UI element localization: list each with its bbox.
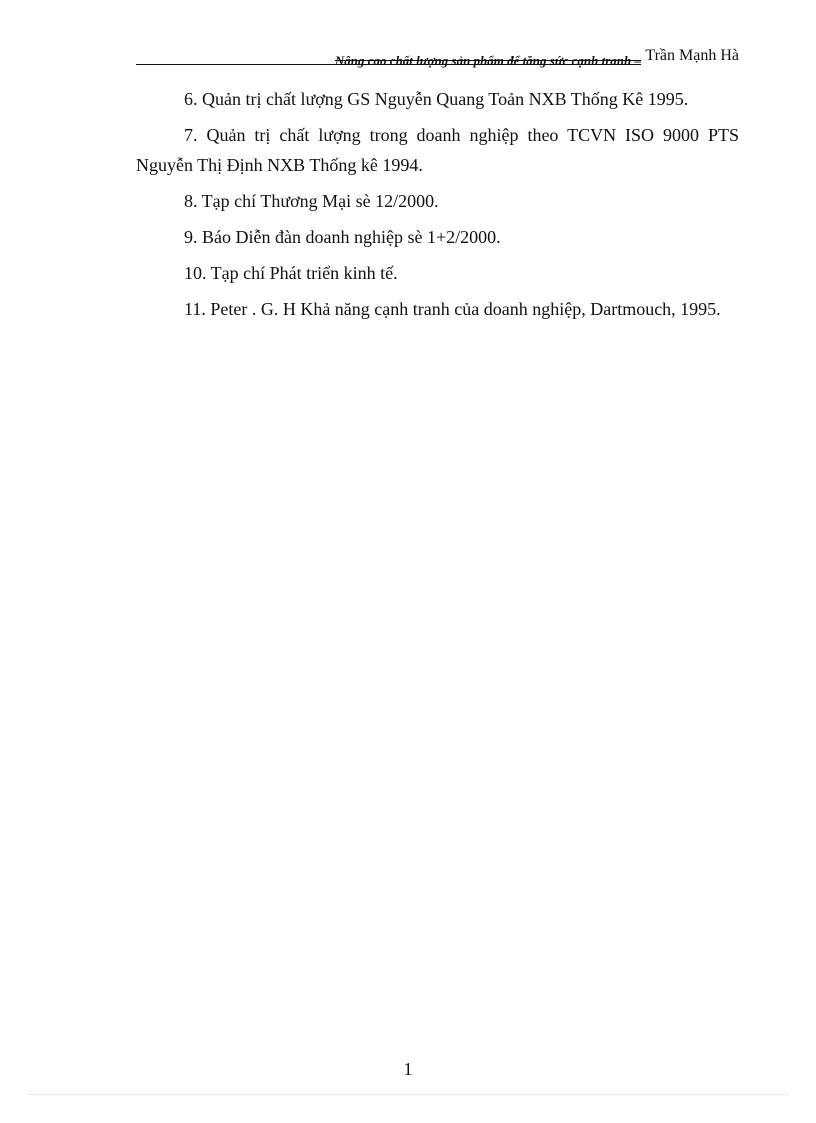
reference-item: 8. Tạp chí Thương Mại sè 12/2000. (184, 191, 439, 211)
header-author: Trần Mạnh Hà (645, 47, 739, 64)
reference-item: 10. Tạp chí Phát triển kinh tế. (184, 263, 398, 283)
page-bottom-edge (28, 1094, 788, 1095)
reference-item: 9. Báo Diễn đàn doanh nghiệp sè 1+2/2000. (184, 227, 501, 247)
header-dash: – (634, 53, 641, 68)
header-title (335, 53, 641, 69)
header-title-text: Nâng cao chất lượng sản phẩm để tăng sức cạnh tranh (334, 53, 632, 68)
reference-list (136, 84, 739, 330)
reference-item: 6. Quản trị chất lượng GS Nguyễn Quang Toản NXB Thống Kê 1995. (184, 89, 689, 109)
page-number: 1 (403, 1059, 413, 1079)
page-header (136, 48, 739, 70)
reference-item: 7. Quản trị chất lượng trong doanh nghiệp theo TCVN ISO 9000 PTS Nguyễn Thị Định NXB Thống kê 1994. (136, 125, 739, 175)
reference-item: 11. Peter . G. H Khả năng cạnh tranh của doanh nghiệp, Dartmouch, 1995. (184, 299, 721, 319)
